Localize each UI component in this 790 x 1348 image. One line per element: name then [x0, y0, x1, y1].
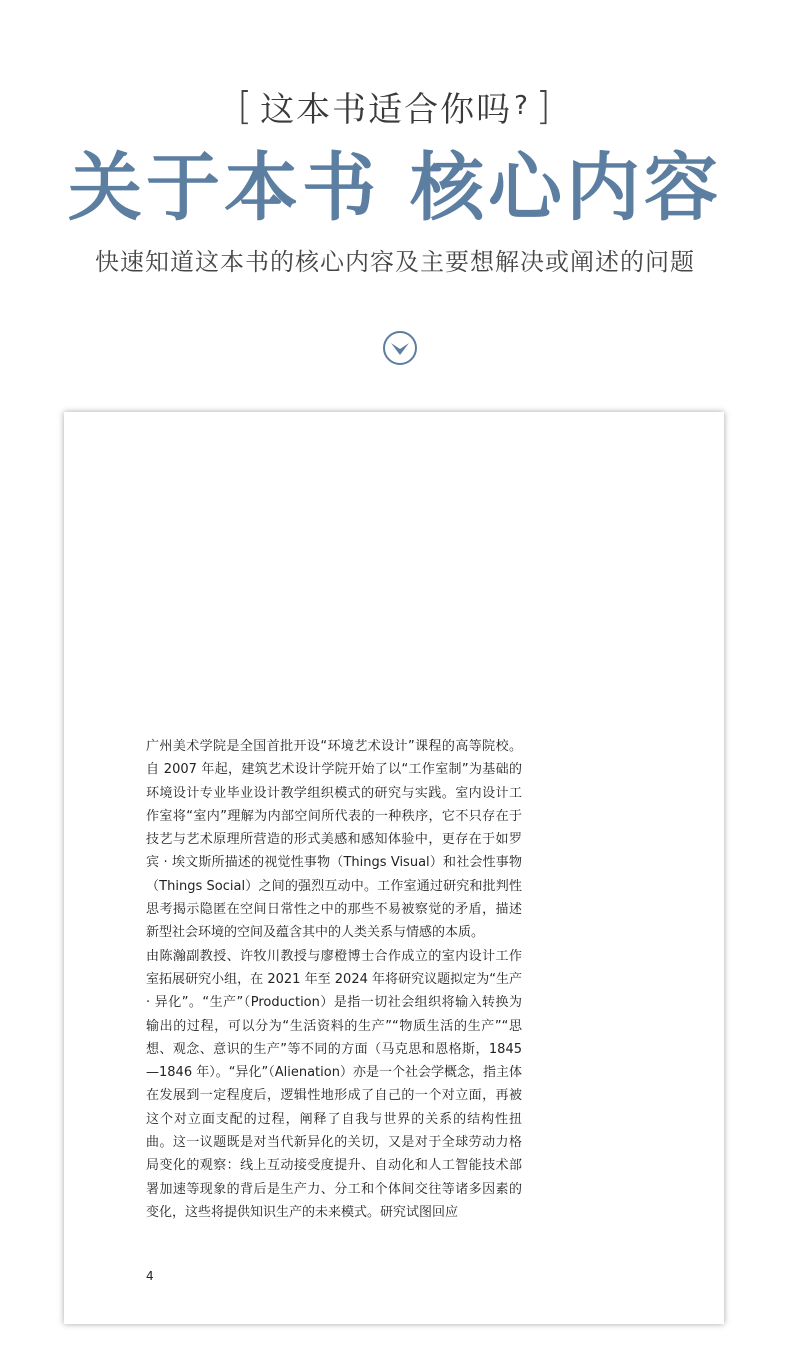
page-number: 4: [146, 1269, 154, 1283]
header: [0, 0, 790, 400]
question-title: [0, 78, 790, 134]
bracket-right: ]: [535, 84, 553, 128]
paragraph: 由陈瀚副教授、许牧川教授与廖橙博士合作成立的室内设计工作室拓展研究小组，在 2021 年至 2024 年将研究议题拟定为“生产 · 异化”。“生产”（Production）是指一切社会组织将输入转换为输出的过程，可以分为“生活资料的生产”“物质生活的生产”“思想、观念、意识的生产”等不同的方面（马克思和恩格斯，1845—1846 年）。“异化”（Alienation）亦是一个社会学概念，指主体在发展到一定程度后，逻辑性地形成了自己的一个对立面，再被这个对立面支配的过程，阐释了自我与世界的关系的结构性扭曲。这一议题既是对当代新异化的关切，又是对于全球劳动力格局变化的观察：线上互动接受度提升、自动化和人工智能技术部署加速等现象的背后是生产力、分工和个体间交往等诸多因素的变化，这些将提供知识生产的未来模式。研究试图回应: [146, 948, 522, 1220]
main-title: [0, 138, 790, 238]
question-mark: ?: [514, 91, 530, 121]
question-text: 这本书适合你吗: [260, 89, 513, 130]
main-title-part2: 核心内容: [410, 145, 722, 231]
subtitle: 快速知道这本书的核心内容及主要想解决或阐述的问题: [95, 248, 695, 276]
chevron-down-circle-icon: [382, 330, 418, 366]
main-title-part1: 关于本书: [68, 145, 380, 231]
paragraph: 广州美术学院是全国首批开设“环境艺术设计”课程的高等院校。自 2007 年起，建筑艺术设计学院开始了以“工作室制”为基础的环境设计专业毕业设计教学组织模式的研究与实践。室内设计工作室将“室内”理解为内部空间所代表的一种秩序，它不只存在于技艺与艺术原理所营造的形式美感和感知体验中，更存在于如罗宾 · 埃文斯所描述的视觉性事物（Things Visual）和社会性事物（Things Social）之间的强烈互动中。工作室通过研究和批判性思考揭示隐匿在空间日常性之中的那些不易被察觉的矛盾，描述新型社会环境的空间及蕴含其中的人类关系与情感的本质。: [146, 739, 522, 941]
bracket-left: [: [237, 84, 255, 128]
book-page: [64, 412, 724, 1324]
body-text: [146, 735, 522, 1224]
